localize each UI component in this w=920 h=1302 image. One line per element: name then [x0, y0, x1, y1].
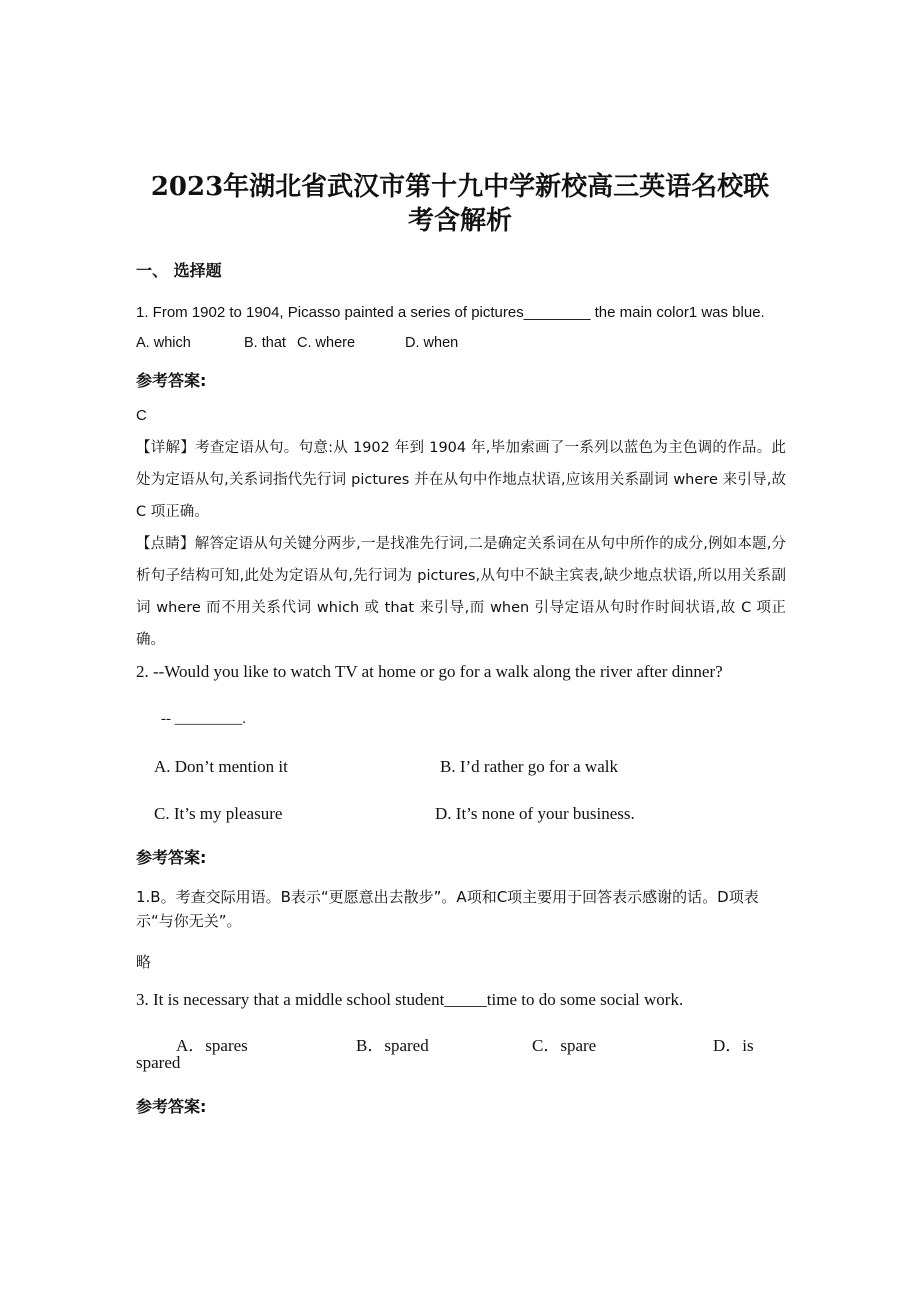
q1-stem: 1. From 1902 to 1904, Picasso painted a series of pictures________ the main color1 was blue. [136, 304, 765, 321]
section-heading: 一、 选择题 [136, 261, 222, 280]
q2-answer-label: 参考答案: [136, 848, 207, 867]
q1-option-b: B. that [244, 335, 286, 351]
q2-stem: 2. --Would you like to watch TV at home or go for a walk along the river after dinner? [136, 662, 723, 681]
q3-option-d: D．is [713, 1036, 754, 1055]
q1-option-a: A. which [136, 335, 191, 351]
q2-option-a: A. Don’t mention it [154, 757, 288, 776]
q2-option-c: C. It’s my pleasure [154, 804, 283, 823]
q3-option-c: C．spare [532, 1036, 597, 1055]
q2-option-b: B. I’d rather go for a walk [440, 757, 618, 776]
q2-explanation: 1.B。考查交际用语。B表示“更愿意出去散步”。A项和C项主要用于回答表示感谢的话。D项表示“与你无关”。 [136, 888, 759, 930]
title-line-1: 2023年湖北省武汉市第十九中学新校高三英语名校联 [150, 172, 770, 202]
q1-detail: 【详解】考查定语从句。句意:从 1902 年到 1904 年,毕加索画了一系列以蓝色为主色调的作品。此处为定语从句,关系词指代先行词 pictures 并在从句中作地点状语,应该用关系副词 where 来引导,故 C 项正确。 [136, 440, 786, 520]
q2-reply: -- _________. [161, 711, 246, 727]
q3-option-d-cont: spared [136, 1053, 181, 1072]
q3-option-b: B．spared [356, 1036, 429, 1055]
title-line-2: 考含解析 [407, 206, 512, 236]
q1-answer-label: 参考答案: [136, 371, 207, 390]
q2-option-d: D. It’s none of your business. [435, 804, 635, 823]
q2-note: 略 [136, 953, 152, 971]
q1-option-d: D. when [405, 335, 459, 351]
q1-tip: 【点睛】解答定语从句关键分两步,一是找准先行词,二是确定关系词在从句中所作的成分,例如本题,分析句子结构可知,此处为定语从句,先行词为 pictures,从句中不缺主宾表,缺少地点状语,所以用关系副词 where 而不用关系代词 which 或 that 来引导,而 when 引导定语从句时作时间状语,故 C 项正确。 [136, 536, 786, 648]
q3-option-a: A．spares [176, 1036, 248, 1055]
q1-answer: C [136, 407, 147, 424]
q3-stem: 3. It is necessary that a middle school student_____time to do some social work. [136, 990, 684, 1009]
q1-option-c: C. where [297, 335, 356, 351]
q3-answer-label: 参考答案: [136, 1097, 207, 1116]
